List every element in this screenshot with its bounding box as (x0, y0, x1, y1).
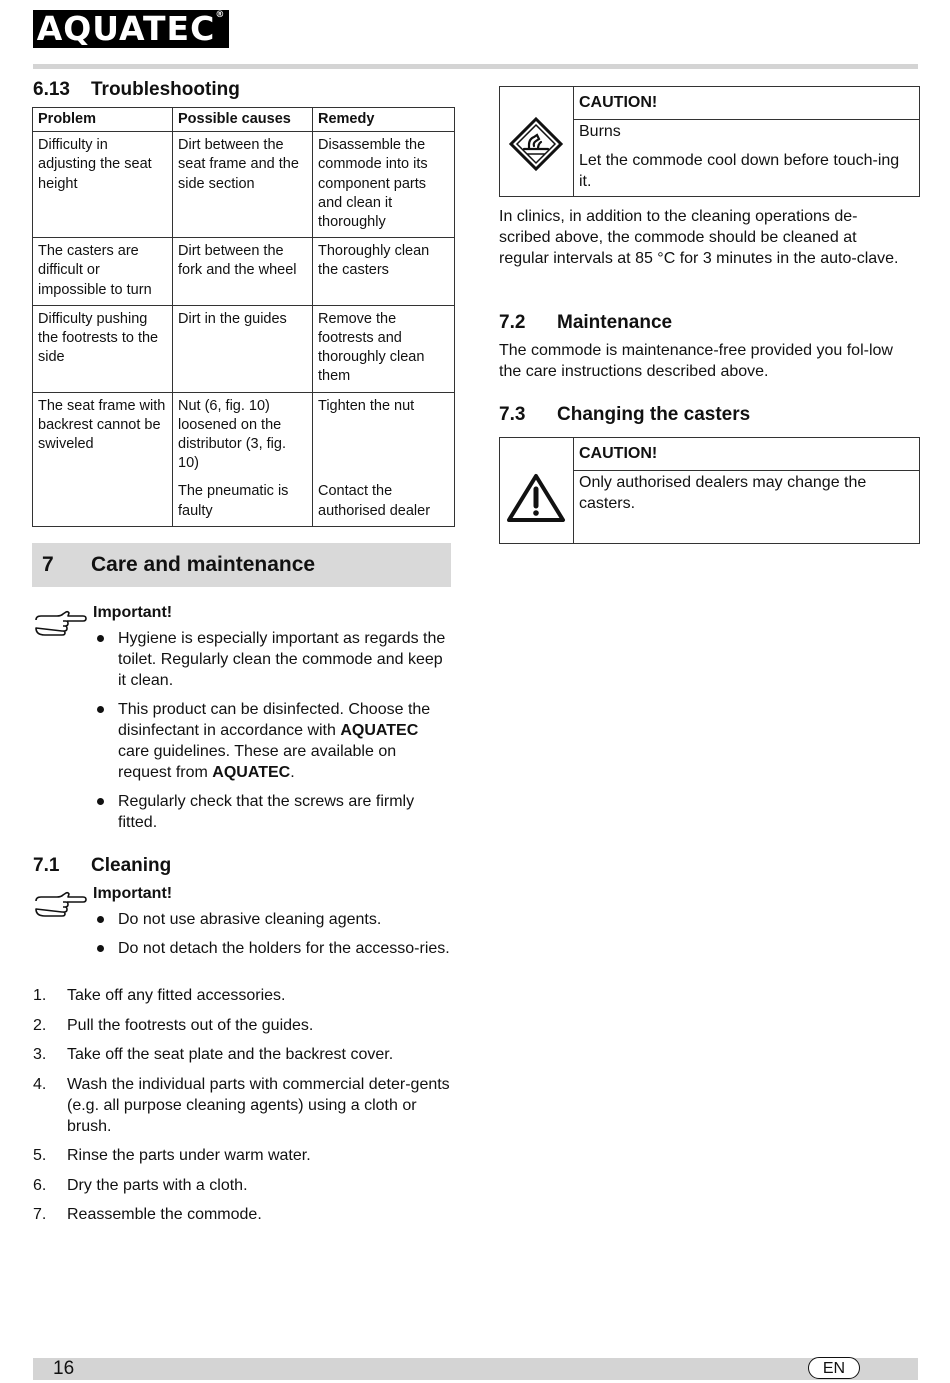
troubleshooting-table (32, 107, 455, 527)
care-bullet-list (93, 628, 453, 841)
problem-cell: Difficulty pushing the footrests to the side (33, 305, 173, 392)
cause-cell: Dirt between the seat frame and the side section (173, 132, 313, 238)
table-row (33, 392, 455, 478)
care-section-band (32, 543, 451, 587)
list-item: Hygiene is especially important as regards the toilet. Regularly clean the commode and keep it clean. (93, 628, 453, 691)
remedy-cell: Thoroughly clean the casters (313, 238, 455, 306)
cause-cell: Dirt in the guides (173, 305, 313, 392)
caution-casters-box (499, 437, 920, 544)
language-badge: EN (808, 1357, 860, 1379)
maintenance-paragraph: The commode is maintenance-free provided you fol-low the care instructions described above. (499, 342, 893, 380)
problem-cell: Difficulty in adjusting the seat height (33, 132, 173, 238)
casters-heading: 7.3 Changing the casters (499, 404, 751, 425)
problem-cell: The seat frame with backrest cannot be swiveled (33, 392, 173, 526)
care-heading: 7 Care and maintenance (42, 553, 316, 576)
list-item: Regularly check that the screws are firmly fitted. (93, 791, 453, 833)
remedy-cell: Remove the footrests and thoroughly clean them (313, 305, 455, 392)
list-item: 2. Pull the footrests out of the guides. (33, 1016, 314, 1034)
footer-bar (33, 1358, 918, 1380)
hot-surface-icon (507, 115, 565, 173)
header-rule (33, 64, 918, 69)
caution-heading: CAUTION! (574, 438, 919, 471)
remedy-cell: Contact the authorised dealer (313, 478, 455, 526)
maintenance-heading: 7.2 Maintenance (499, 312, 673, 333)
pointing-hand-icon (33, 889, 87, 919)
table-header-row (33, 108, 455, 132)
caution-burns-box (499, 86, 920, 197)
problem-cell: The casters are difficult or impossible to turn (33, 238, 173, 306)
important-label: Important! (93, 604, 173, 621)
clinic-paragraph: In clinics, in addition to the cleaning operations de-scribed above, the commode should be cleaned at regular intervals at 85 °C for 3 minutes in the auto-clave. (499, 208, 899, 267)
column-header: Problem (33, 108, 173, 132)
cause-cell: Dirt between the fork and the wheel (173, 238, 313, 306)
list-item: This product can be disinfected. Choose the disinfectant in accordance with AQUATEC care guidelines. These are available on request from AQUATEC. (93, 699, 453, 783)
page-number: 16 (53, 1358, 75, 1379)
list-item: 5. Rinse the parts under warm water. (33, 1147, 311, 1164)
pointing-hand-icon (33, 608, 87, 638)
cleaning-heading: 7.1 Cleaning (33, 855, 172, 876)
cleaning-steps (33, 985, 453, 1234)
remedy-cell: Tighten the nut (313, 392, 455, 478)
cause-cell: The pneumatic is faulty (173, 478, 313, 526)
list-item: Do not detach the holders for the accesso-ries. (93, 938, 453, 959)
cleaning-bullet-list (93, 909, 453, 967)
table-row (33, 305, 455, 392)
caution-title: Burns (579, 123, 621, 140)
list-item: 6. Dry the parts with a cloth. (33, 1176, 248, 1194)
list-item: 3. Take off the seat plate and the backrest cover. (33, 1046, 394, 1063)
caution-text: Let the commode cool down before touch-ing it. (579, 152, 900, 190)
warning-triangle-icon (506, 473, 566, 523)
table-row (33, 238, 455, 306)
list-item: Do not use abrasive cleaning agents. (93, 909, 453, 930)
brand-logo: AQUATEC® (33, 10, 229, 48)
remedy-cell: Disassemble the commode into its component parts and clean it thoroughly (313, 132, 455, 238)
table-row (33, 132, 455, 238)
list-item: 1. Take off any fitted accessories. (33, 987, 286, 1004)
caution-text: Only authorised dealers may change the casters. (579, 474, 867, 512)
caution-heading: CAUTION! (574, 87, 919, 120)
list-item: 4. Wash the individual parts with commercial deter-gents (e.g. all purpose cleaning agents) using a cloth or brush. (33, 1075, 450, 1135)
troubleshooting-heading: 6.13 Troubleshooting (33, 79, 240, 100)
column-header: Remedy (313, 108, 455, 132)
important-label: Important! (93, 885, 173, 902)
list-item: 7. Reassemble the commode. (33, 1206, 262, 1223)
column-header: Possible causes (173, 108, 313, 132)
cause-cell: Nut (6, fig. 10) loosened on the distributor (3, fig. 10) (173, 392, 313, 478)
